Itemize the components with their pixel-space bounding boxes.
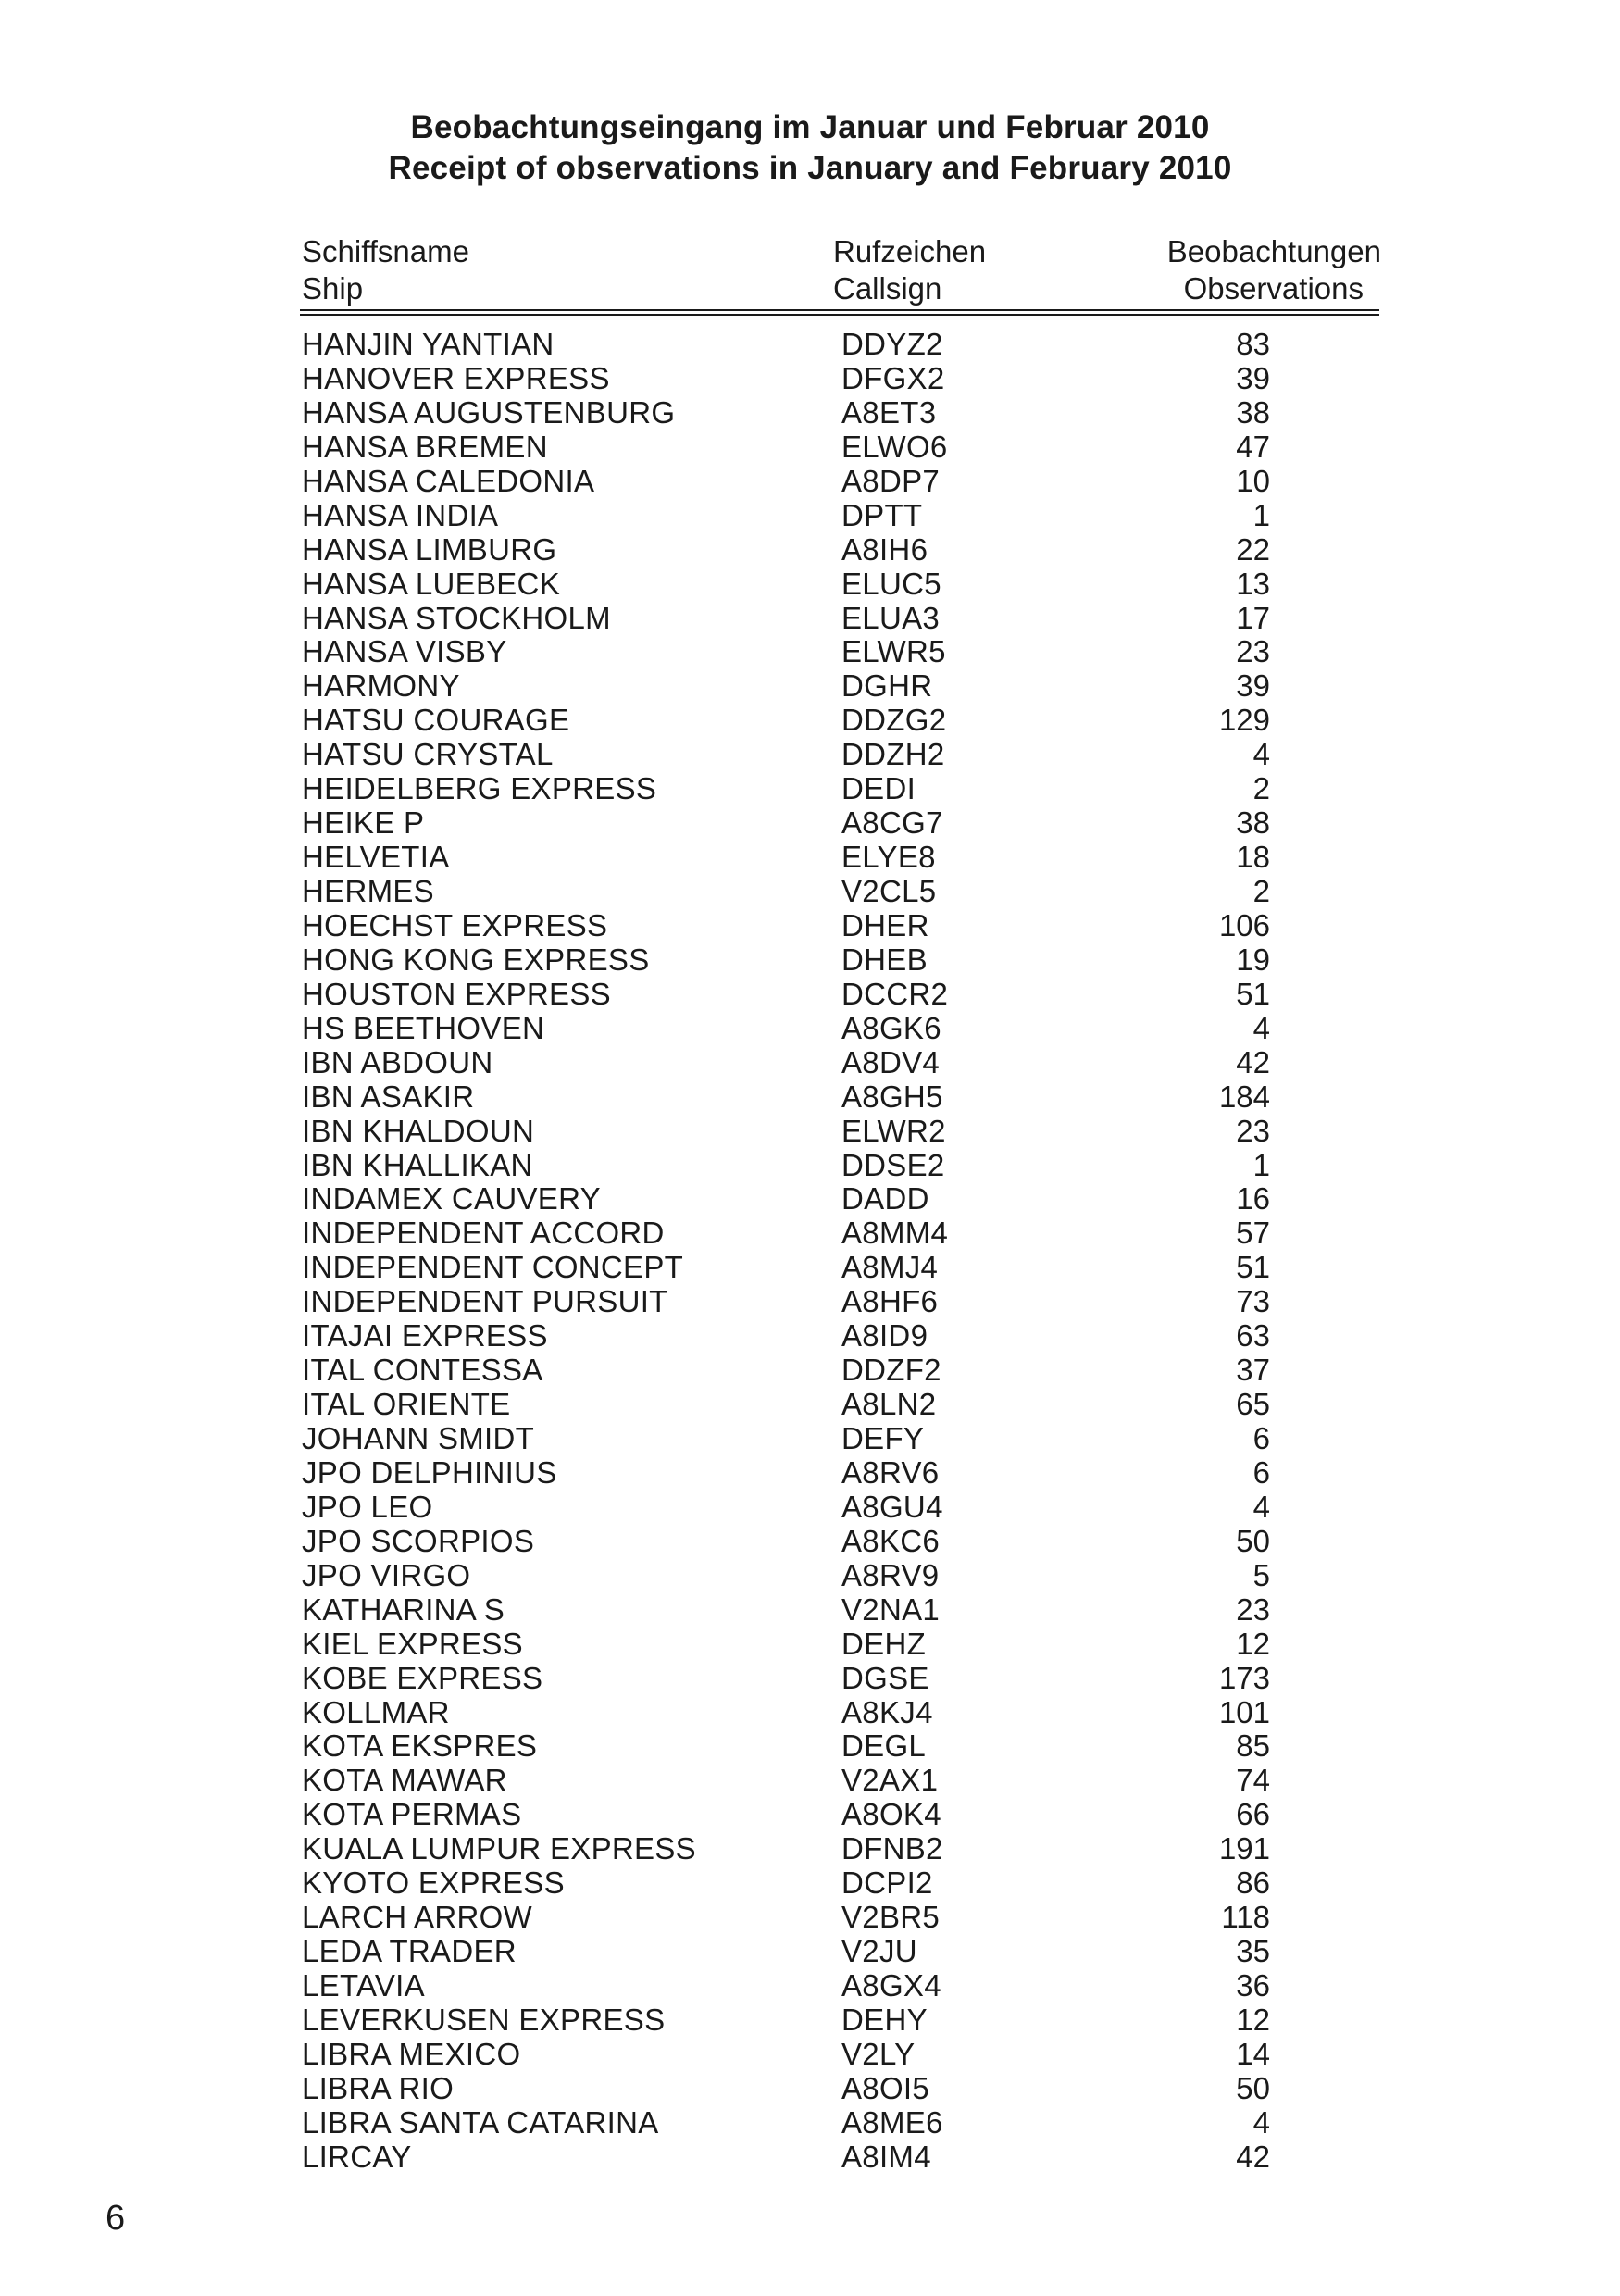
column-header-ship-de: Schiffsname (302, 234, 469, 268)
observation-count: 38 (1236, 394, 1270, 430)
table-row (0, 1115, 1620, 1149)
observation-count: 4 (1252, 1489, 1270, 1524)
ship-name: HARMONY (302, 668, 460, 704)
header-divider-bottom (300, 314, 1379, 316)
observation-count: 23 (1236, 1113, 1270, 1148)
observation-count: 10 (1236, 463, 1270, 498)
ship-name: ITAL ORIENTE (302, 1387, 511, 1422)
table-row (0, 1012, 1620, 1046)
callsign: DGSE (841, 1660, 929, 1695)
table-row (0, 1046, 1620, 1080)
table-row (0, 465, 1620, 499)
callsign: V2LY (841, 2036, 916, 2071)
column-header-observations-en: Observations (1183, 271, 1364, 306)
ship-name: KOLLMAR (302, 1694, 450, 1729)
table-row (0, 1593, 1620, 1628)
ship-name: HELVETIA (302, 840, 450, 875)
observation-count: 50 (1236, 1523, 1270, 1558)
table-row (0, 635, 1620, 669)
callsign: A8CG7 (841, 805, 943, 841)
observation-count: 2 (1252, 771, 1270, 806)
ship-name: HEIDELBERG EXPRESS (302, 771, 657, 806)
table-row (0, 1251, 1620, 1285)
page-number: 6 (106, 2199, 126, 2238)
ship-name: HOUSTON EXPRESS (302, 976, 611, 1011)
observation-count: 86 (1236, 1866, 1270, 1901)
table-row (0, 1662, 1620, 1696)
callsign: A8ID9 (841, 1318, 928, 1354)
observation-count: 22 (1236, 531, 1270, 567)
table-row (0, 1798, 1620, 1832)
callsign: DDZG2 (841, 703, 947, 738)
header-divider-top (300, 309, 1379, 311)
callsign: A8MM4 (841, 1216, 949, 1251)
table-row (0, 1559, 1620, 1593)
observation-count: 13 (1236, 566, 1270, 601)
table-row (0, 362, 1620, 396)
observation-count: 118 (1221, 1900, 1270, 1935)
callsign: DHEB (841, 942, 928, 977)
ship-name: HERMES (302, 874, 434, 908)
table-row (0, 568, 1620, 602)
ship-name: IBN KHALLIKAN (302, 1147, 533, 1182)
ship-name: JPO VIRGO (302, 1557, 471, 1592)
ship-name: IBN ASAKIR (302, 1079, 475, 1114)
ship-name: HANSA INDIA (302, 497, 499, 532)
callsign: V2JU (841, 1934, 917, 1969)
column-header-callsign-en: Callsign (833, 271, 942, 306)
observation-count: 1 (1252, 497, 1270, 532)
ship-name: LARCH ARROW (302, 1900, 532, 1935)
callsign: A8IH6 (841, 531, 928, 567)
callsign: DEGL (841, 1728, 927, 1764)
callsign: A8GH5 (841, 1079, 943, 1114)
observation-count: 51 (1236, 976, 1270, 1011)
column-header-callsign-de: Rufzeichen (833, 234, 987, 268)
table-row (0, 396, 1620, 430)
table-row (0, 1182, 1620, 1217)
ship-name: JOHANN SMIDT (302, 1421, 535, 1455)
callsign: DDSE2 (841, 1147, 945, 1182)
observation-count: 2 (1252, 874, 1270, 908)
column-header-ship-en: Ship (302, 271, 364, 306)
ship-name: HANSA AUGUSTENBURG (302, 394, 676, 430)
observation-count: 4 (1252, 737, 1270, 772)
callsign: A8LN2 (841, 1387, 937, 1422)
observation-count: 12 (1236, 2002, 1270, 2037)
ship-name: KYOTO EXPRESS (302, 1866, 565, 1901)
ship-name: HANSA LUEBECK (302, 566, 561, 601)
callsign: A8RV9 (841, 1557, 940, 1592)
table-row (0, 909, 1620, 943)
ship-name: IBN KHALDOUN (302, 1113, 535, 1148)
ship-name: HANOVER EXPRESS (302, 360, 610, 395)
observation-count: 74 (1236, 1763, 1270, 1798)
table-row (0, 841, 1620, 875)
ship-name: LETAVIA (302, 1968, 425, 2003)
callsign: A8GX4 (841, 1968, 941, 2003)
ship-name: KOBE EXPRESS (302, 1660, 543, 1695)
table-row (0, 1354, 1620, 1388)
table-row (0, 978, 1620, 1012)
callsign: A8RV6 (841, 1454, 940, 1490)
table-row (0, 2003, 1620, 2038)
observation-count: 184 (1218, 1079, 1270, 1114)
table-row (0, 602, 1620, 636)
ship-name: HANSA STOCKHOLM (302, 600, 611, 635)
ship-name: HANSA CALEDONIA (302, 463, 595, 498)
observation-count: 101 (1218, 1694, 1270, 1729)
observation-count: 39 (1236, 668, 1270, 704)
observation-count: 38 (1236, 805, 1270, 841)
observation-count: 50 (1236, 2070, 1270, 2105)
callsign: DEHY (841, 2002, 928, 2037)
callsign: A8OI5 (841, 2070, 930, 2105)
callsign: A8DP7 (841, 463, 941, 498)
ship-name: IBN ABDOUN (302, 1044, 493, 1079)
callsign: ELUC5 (841, 566, 941, 601)
observation-count: 16 (1236, 1181, 1270, 1217)
ship-name: LEVERKUSEN EXPRESS (302, 2002, 666, 2037)
callsign: A8GU4 (841, 1489, 943, 1524)
observation-count: 1 (1252, 1147, 1270, 1182)
callsign: ELUA3 (841, 600, 941, 635)
observation-count: 39 (1236, 360, 1270, 395)
callsign: ELWR5 (841, 634, 946, 669)
table-row (0, 1080, 1620, 1115)
callsign: A8DV4 (841, 1044, 941, 1079)
table-row (0, 1149, 1620, 1183)
table-row (0, 943, 1620, 978)
page-title-german: Beobachtungseingang im Januar und Februar 2010 (410, 109, 1210, 145)
ship-name: LIBRA RIO (302, 2070, 455, 2105)
table-row (0, 1319, 1620, 1354)
callsign: DDYZ2 (841, 327, 943, 361)
table-row (0, 738, 1620, 772)
ship-name: LIBRA SANTA CATARINA (302, 2104, 659, 2140)
callsign: DPTT (841, 497, 923, 532)
ship-name: HOECHST EXPRESS (302, 907, 608, 942)
observation-count: 65 (1236, 1387, 1270, 1422)
callsign: DEDI (841, 771, 916, 806)
table-row (0, 669, 1620, 704)
callsign: DCCR2 (841, 976, 949, 1011)
callsign: DFGX2 (841, 360, 945, 395)
observation-count: 129 (1218, 703, 1270, 738)
table-row (0, 1525, 1620, 1559)
callsign: DFNB2 (841, 1831, 943, 1866)
column-header-observations-de: Beobachtungen (1166, 234, 1381, 268)
table-row (0, 1832, 1620, 1866)
observation-count: 18 (1236, 840, 1270, 875)
callsign: DEHZ (841, 1626, 927, 1661)
callsign: V2BR5 (841, 1900, 941, 1935)
callsign: ELWR2 (841, 1113, 946, 1148)
observation-count: 5 (1252, 1557, 1270, 1592)
observation-count: 51 (1236, 1250, 1270, 1285)
ship-name: HONG KONG EXPRESS (302, 942, 650, 977)
callsign: A8ET3 (841, 394, 937, 430)
observation-count: 106 (1218, 907, 1270, 942)
table-row (0, 533, 1620, 568)
table-row (0, 1388, 1620, 1422)
table-row (0, 875, 1620, 909)
observations-table (0, 328, 1620, 2175)
observation-count: 35 (1236, 1934, 1270, 1969)
table-row (0, 1935, 1620, 1969)
callsign: DHER (841, 907, 929, 942)
observation-count: 83 (1236, 327, 1270, 361)
table-row (0, 704, 1620, 738)
table-row (0, 1969, 1620, 2003)
observation-count: 23 (1236, 1591, 1270, 1627)
observation-count: 36 (1236, 1968, 1270, 2003)
ship-name: INDEPENDENT ACCORD (302, 1216, 665, 1251)
ship-name: HEIKE P (302, 805, 425, 841)
table-row (0, 1866, 1620, 1901)
callsign: A8KJ4 (841, 1694, 933, 1729)
callsign: ELYE8 (841, 840, 936, 875)
callsign: DCPI2 (841, 1866, 933, 1901)
ship-name: HANJIN YANTIAN (302, 327, 555, 361)
observation-count: 63 (1236, 1318, 1270, 1354)
observation-count: 23 (1236, 634, 1270, 669)
table-row (0, 2072, 1620, 2106)
table-row (0, 1764, 1620, 1798)
observation-count: 4 (1252, 2104, 1270, 2140)
observation-count: 17 (1236, 600, 1270, 635)
ship-name: INDAMEX CAUVERY (302, 1181, 601, 1217)
callsign: A8MJ4 (841, 1250, 939, 1285)
ship-name: ITAL CONTESSA (302, 1353, 543, 1388)
callsign: A8KC6 (841, 1523, 941, 1558)
ship-name: LEDA TRADER (302, 1934, 517, 1969)
table-row (0, 1491, 1620, 1525)
observation-count: 73 (1236, 1284, 1270, 1319)
ship-name: LIBRA MEXICO (302, 2036, 521, 2071)
ship-name: KOTA EKSPRES (302, 1728, 538, 1764)
ship-name: HATSU COURAGE (302, 703, 570, 738)
observation-count: 37 (1236, 1353, 1270, 1388)
callsign: V2CL5 (841, 874, 937, 908)
callsign: V2AX1 (841, 1763, 939, 1798)
table-row (0, 1901, 1620, 1935)
callsign: A8GK6 (841, 1010, 941, 1045)
ship-name: JPO SCORPIOS (302, 1523, 535, 1558)
table-row (0, 2140, 1620, 2175)
observation-count: 191 (1218, 1831, 1270, 1866)
table-row (0, 1696, 1620, 1730)
callsign: A8OK4 (841, 1797, 941, 1832)
ship-name: INDEPENDENT PURSUIT (302, 1284, 668, 1319)
ship-name: ITAJAI EXPRESS (302, 1318, 548, 1354)
ship-name: JPO DELPHINIUS (302, 1454, 557, 1490)
table-row (0, 1422, 1620, 1456)
ship-name: HANSA VISBY (302, 634, 507, 669)
ship-name: JPO LEO (302, 1489, 433, 1524)
page-title-english: Receipt of observations in January and February 2010 (388, 150, 1232, 186)
observation-count: 6 (1252, 1454, 1270, 1490)
ship-name: INDEPENDENT CONCEPT (302, 1250, 684, 1285)
observation-count: 57 (1236, 1216, 1270, 1251)
ship-name: HATSU CRYSTAL (302, 737, 554, 772)
callsign: DDZH2 (841, 737, 945, 772)
table-row (0, 806, 1620, 841)
observation-count: 14 (1236, 2036, 1270, 2071)
table-row (0, 328, 1620, 362)
ship-name: KIEL EXPRESS (302, 1626, 523, 1661)
table-row (0, 2106, 1620, 2140)
table-row (0, 1285, 1620, 1319)
observation-count: 85 (1236, 1728, 1270, 1764)
callsign: DEFY (841, 1421, 925, 1455)
observation-count: 6 (1252, 1421, 1270, 1455)
callsign: DDZF2 (841, 1353, 941, 1388)
observation-count: 173 (1218, 1660, 1270, 1695)
ship-name: KOTA PERMAS (302, 1797, 522, 1832)
table-row (0, 1456, 1620, 1491)
ship-name: HS BEETHOVEN (302, 1010, 545, 1045)
callsign: A8ME6 (841, 2104, 943, 2140)
observation-count: 66 (1236, 1797, 1270, 1832)
observation-count: 42 (1236, 2139, 1270, 2174)
ship-name: LIRCAY (302, 2139, 412, 2174)
ship-name: KOTA MAWAR (302, 1763, 507, 1798)
table-row (0, 1217, 1620, 1251)
callsign: A8IM4 (841, 2139, 931, 2174)
ship-name: HANSA LIMBURG (302, 531, 557, 567)
callsign: A8HF6 (841, 1284, 939, 1319)
observation-count: 47 (1236, 429, 1270, 464)
observation-count: 42 (1236, 1044, 1270, 1079)
table-row (0, 499, 1620, 533)
ship-name: KATHARINA S (302, 1591, 505, 1627)
table-row (0, 430, 1620, 465)
table-row (0, 772, 1620, 806)
ship-name: HANSA BREMEN (302, 429, 548, 464)
table-row (0, 2038, 1620, 2072)
observation-count: 4 (1252, 1010, 1270, 1045)
observation-count: 12 (1236, 1626, 1270, 1661)
observation-count: 19 (1236, 942, 1270, 977)
callsign: V2NA1 (841, 1591, 941, 1627)
table-row (0, 1729, 1620, 1764)
ship-name: KUALA LUMPUR EXPRESS (302, 1831, 696, 1866)
table-row (0, 1628, 1620, 1662)
callsign: DADD (841, 1181, 929, 1217)
callsign: ELWO6 (841, 429, 948, 464)
callsign: DGHR (841, 668, 933, 704)
